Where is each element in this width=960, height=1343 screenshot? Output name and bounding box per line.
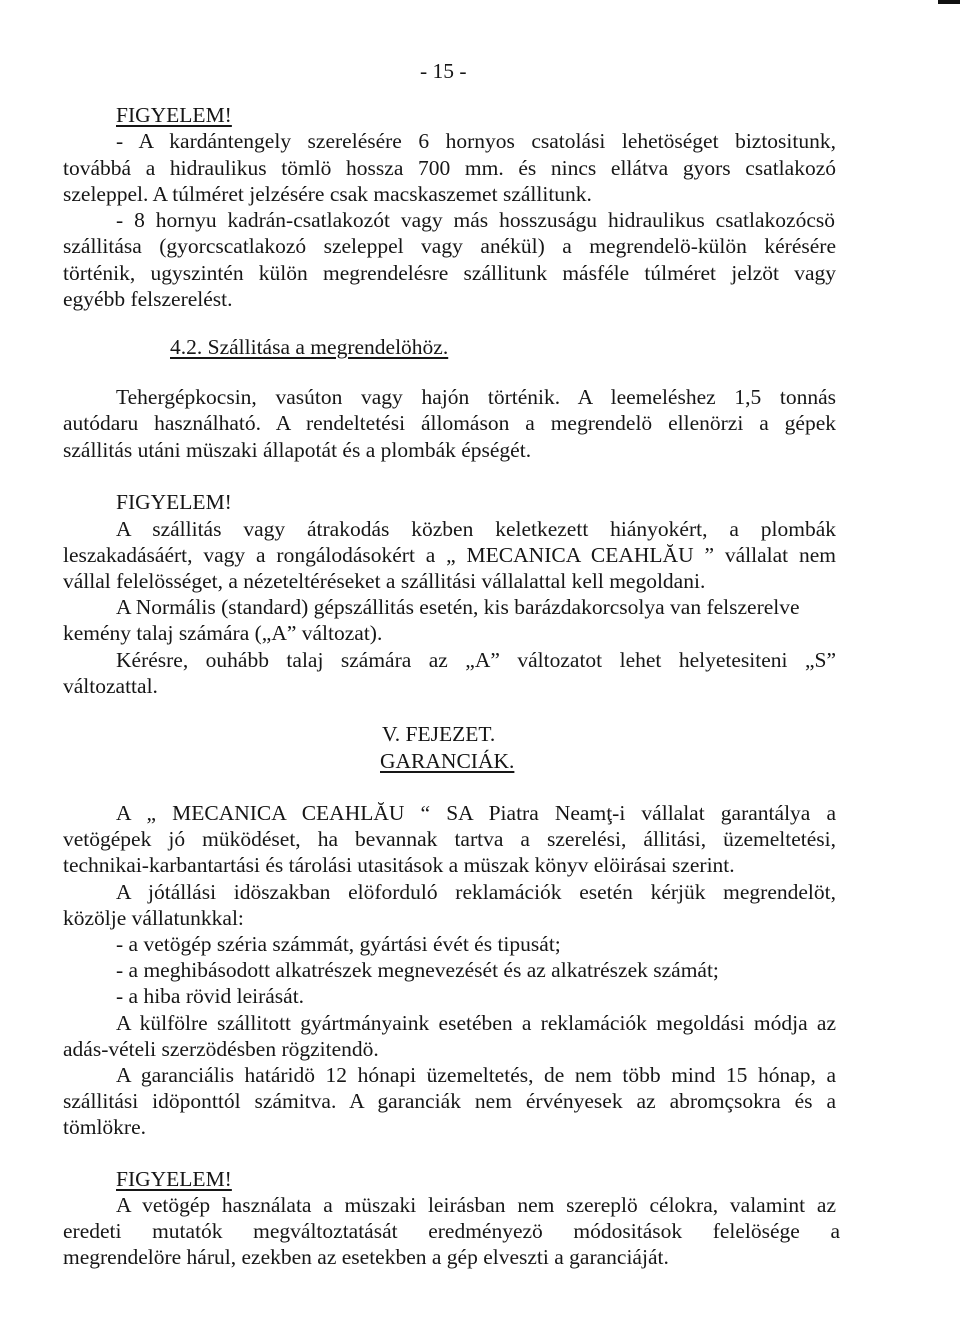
text-line: szállitási idöponttól számitva. A garanciák nem érvényesek az abromçsokra és a: [63, 1089, 836, 1113]
text-line: - a hiba rövid leirását.: [116, 984, 305, 1008]
text-line: változattal.: [63, 674, 158, 698]
text-line: A garanciális határidö 12 hónapi üzemeltetés, de nem több mind 15 hónap, a: [116, 1063, 836, 1087]
text-line: kemény talaj számára („A” változat).: [63, 621, 383, 645]
text-line: tömlökre.: [63, 1115, 146, 1139]
text-line: vetögépek jó müködéset, ha bevannak tartva a szerelési, állitási, üzemeltetési,: [63, 827, 836, 851]
text-line: vállal felelösséget, a nézeteltéréseket a szállitási vállalattal kell megoldani.: [63, 569, 706, 593]
text-line: szállitása (gyorcscatlakozó szeleppel vagy anékül) a megrendelö-külön kérésére: [63, 234, 836, 258]
page-number: - 15 -: [420, 59, 467, 83]
text-line: közölje vállatunkkal:: [63, 906, 244, 930]
text-line: szállitás utáni müszaki állapotát és a plombák épségét.: [63, 438, 532, 462]
text-line: - A kardántengely szerelésére 6 hornyos csatolási lehetöséget biztositunk,: [116, 129, 836, 153]
text-line: leszakadásáért, vagy a rongálodásokért a „ MECANICA CEAHLĂU ” vállalat nem: [63, 543, 836, 567]
text-line: - 8 hornyu kadrán-csatlakozót vagy más hosszuságu hidraulikus csatlakozócsö: [116, 208, 835, 232]
text-line: FIGYELEM!: [116, 1167, 232, 1191]
text-line: autódaru használható. A rendeltetési állomáson a megrendelö ellenörzi a gépek: [63, 411, 836, 435]
text-line: technikai-karbantartási és tárolási utasitások a müszak könyv elöirásai szerint.: [63, 853, 735, 877]
text-line: adás-vételi szerzödésben rögzitendö.: [63, 1037, 379, 1061]
scan-edge-mark: [938, 0, 960, 4]
text-line: továbbá a hidraulikus tömlö hossza 700 mm. és nincs ellátva gyors csatlakozó: [63, 156, 836, 180]
text-line: A „ MECANICA CEAHLĂU “ SA Piatra Neamţ-i vállalat garantálya a: [116, 801, 836, 825]
text-line: GARANCIÁK.: [380, 749, 515, 773]
text-line: Tehergépkocsin, vasúton vagy hajón történik. A leemeléshez 1,5 tonnás: [116, 385, 836, 409]
text-line: eredeti mutatók megváltoztatását eredményezö módositások felelösége a: [63, 1219, 840, 1243]
text-line: egyébb felszerelést.: [63, 287, 233, 311]
text-line: FIGYELEM!: [116, 490, 232, 514]
text-line: - a meghibásodott alkatrészek megnevezését és az alkatrészek számát;: [116, 958, 719, 982]
text-line: Kérésre, ouhább talaj számára az „A” változatot lehet helyetesiteni „S”: [116, 648, 836, 672]
text-line: 4.2. Szállitása a megrendelöhöz.: [170, 335, 449, 359]
text-line: A vetögép használata a müszaki leirásban nem szereplö célokra, valamint az: [116, 1193, 836, 1217]
text-line: szeleppel. A túlméret jelzésére csak macskaszemet szállitunk.: [63, 182, 592, 206]
text-line: A jótállási idöszakban elöforduló reklamációk esetén kérjük megrendelöt,: [116, 880, 836, 904]
text-line: történik, ugyszintén külön megrendelésre szállitunk másféle túlméret jelzöt vagy: [63, 261, 836, 285]
text-line: V. FEJEZET.: [382, 722, 496, 746]
text-line: FIGYELEM!: [116, 103, 232, 127]
text-line: - a vetögép széria számmát, gyártási évét és tipusát;: [116, 932, 561, 956]
text-line: A szállitás vagy átrakodás közben keletkezett hiányokért, a plombák: [116, 517, 836, 541]
text-line: megrendelöre hárul, ezekben az esetekben a gép elveszti a garanciáját.: [63, 1245, 669, 1269]
text-line: A Normális (standard) gépszállitás esetén, kis barázdakorcsolya van felszerelve: [116, 595, 800, 619]
text-line: A külfölre szállitott gyártmányaink esetében a reklamációk megoldási módja az: [116, 1011, 836, 1035]
